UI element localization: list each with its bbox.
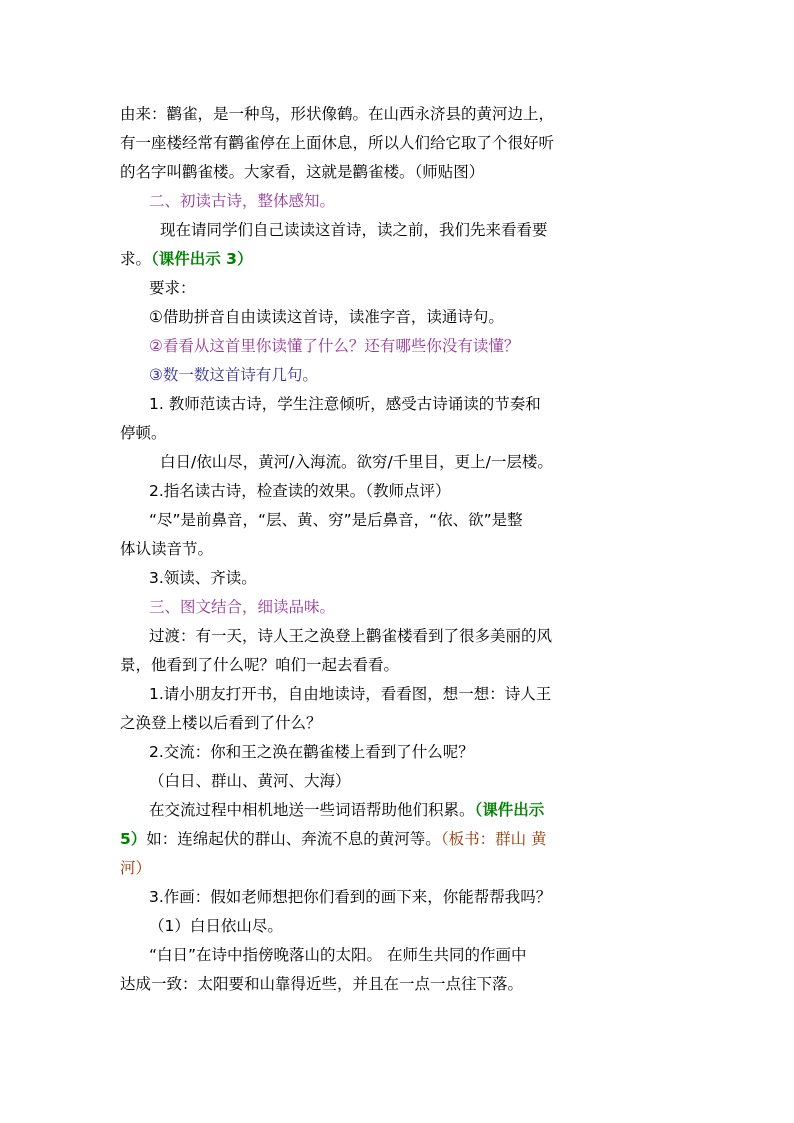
paragraph-line — [120, 245, 570, 274]
paragraph-line: 3.领读、齐读。 — [149, 569, 257, 587]
paragraph-line: 1. 教师范读古诗，学生注意倾听，感受古诗诵读的节奏和 — [149, 395, 541, 413]
text-span: 如：连绵起伏的群山、奔流不息的黄河等。 — [146, 830, 441, 848]
section-heading-3: 三、图文结合，细读品味。 — [149, 598, 336, 616]
paragraph-line: 有一座楼经常有鹳雀停在上面休息，所以人们给它取了个很好听 — [120, 134, 555, 152]
paragraph-line: 停顿。 — [120, 424, 167, 442]
text-span: 求。 — [120, 250, 152, 268]
paragraph-line: 之涣登上楼以后看到了什么？ — [120, 714, 322, 732]
paragraph-line: 体认读音节。 — [120, 540, 214, 558]
courseware-note: 5） — [120, 830, 147, 848]
paragraph-line: （1）白日依山尽。 — [149, 917, 283, 935]
text-span: 在交流过程中相机地送一些词语帮助他们积累。 — [149, 801, 475, 819]
paragraph-line: 达成一致：太阳要和山靠得近些，并且在一点一点往下落。 — [120, 975, 524, 993]
paragraph-line: 由来：鹳雀，是一种鸟，形状像鹤。在山西永济县的黄河边上， — [120, 105, 555, 123]
paragraph-line: 2.交流：你和王之涣在鹳雀楼上看到了什么呢？ — [149, 743, 474, 761]
paragraph-line: （白日、群山、黄河、大海） — [149, 772, 351, 790]
paragraph-line — [120, 825, 570, 854]
paragraph-line: 景，他看到了什么呢？咱们一起去看看。 — [120, 656, 400, 674]
requirement-item: ③数一数这首诗有几句。 — [149, 366, 318, 384]
paragraph-line: 现在请同学们自己读读这首诗，读之前，我们先来看看要 — [160, 221, 548, 239]
courseware-note: （课件出示 3） — [151, 250, 253, 268]
paragraph-line: 的名字叫鹳雀楼。大家看，这就是鹳雀楼。（师贴图） — [120, 163, 485, 181]
paragraph-line: 2.指名读古诗，检查读的效果。（教师点评） — [149, 482, 451, 500]
paragraph-line: 过渡：有一天，诗人王之涣登上鹳雀楼看到了很多美丽的风 — [149, 627, 553, 645]
paragraph-line: “尽”是前鼻音，“层、黄、穷”是后鼻音，“依、欲”是整 — [149, 511, 523, 529]
requirement-item: ①借助拼音自由读读这首诗，读准字音，读通诗句。 — [149, 308, 504, 326]
paragraph-line: 1.请小朋友打开书，自由地读诗，看看图，想一想：诗人王 — [149, 685, 552, 703]
courseware-note: （课件出示 — [474, 801, 545, 819]
section-heading-2: 二、初读古诗，整体感知。 — [149, 192, 336, 210]
blackboard-note: 河） — [120, 859, 152, 877]
poem-line: 白日/依山尽，黄河/入海流。欲穷/千里目，更上/一层楼。 — [160, 453, 553, 471]
paragraph-line: “白日”在诗中指傍晚落山的太阳。 在师生共同的作画中 — [149, 946, 527, 964]
paragraph-line: 3.作画：假如老师想把你们看到的画下来，你能帮帮我吗？ — [149, 888, 552, 906]
requirement-item: ②看看从这首里你读懂了什么？还有哪些你没有读懂？ — [149, 337, 520, 355]
paragraph-line — [120, 796, 570, 825]
blackboard-note: （板书：群山 黄 — [440, 830, 547, 848]
document-page — [120, 100, 570, 999]
paragraph-line: 要求： — [149, 279, 196, 297]
